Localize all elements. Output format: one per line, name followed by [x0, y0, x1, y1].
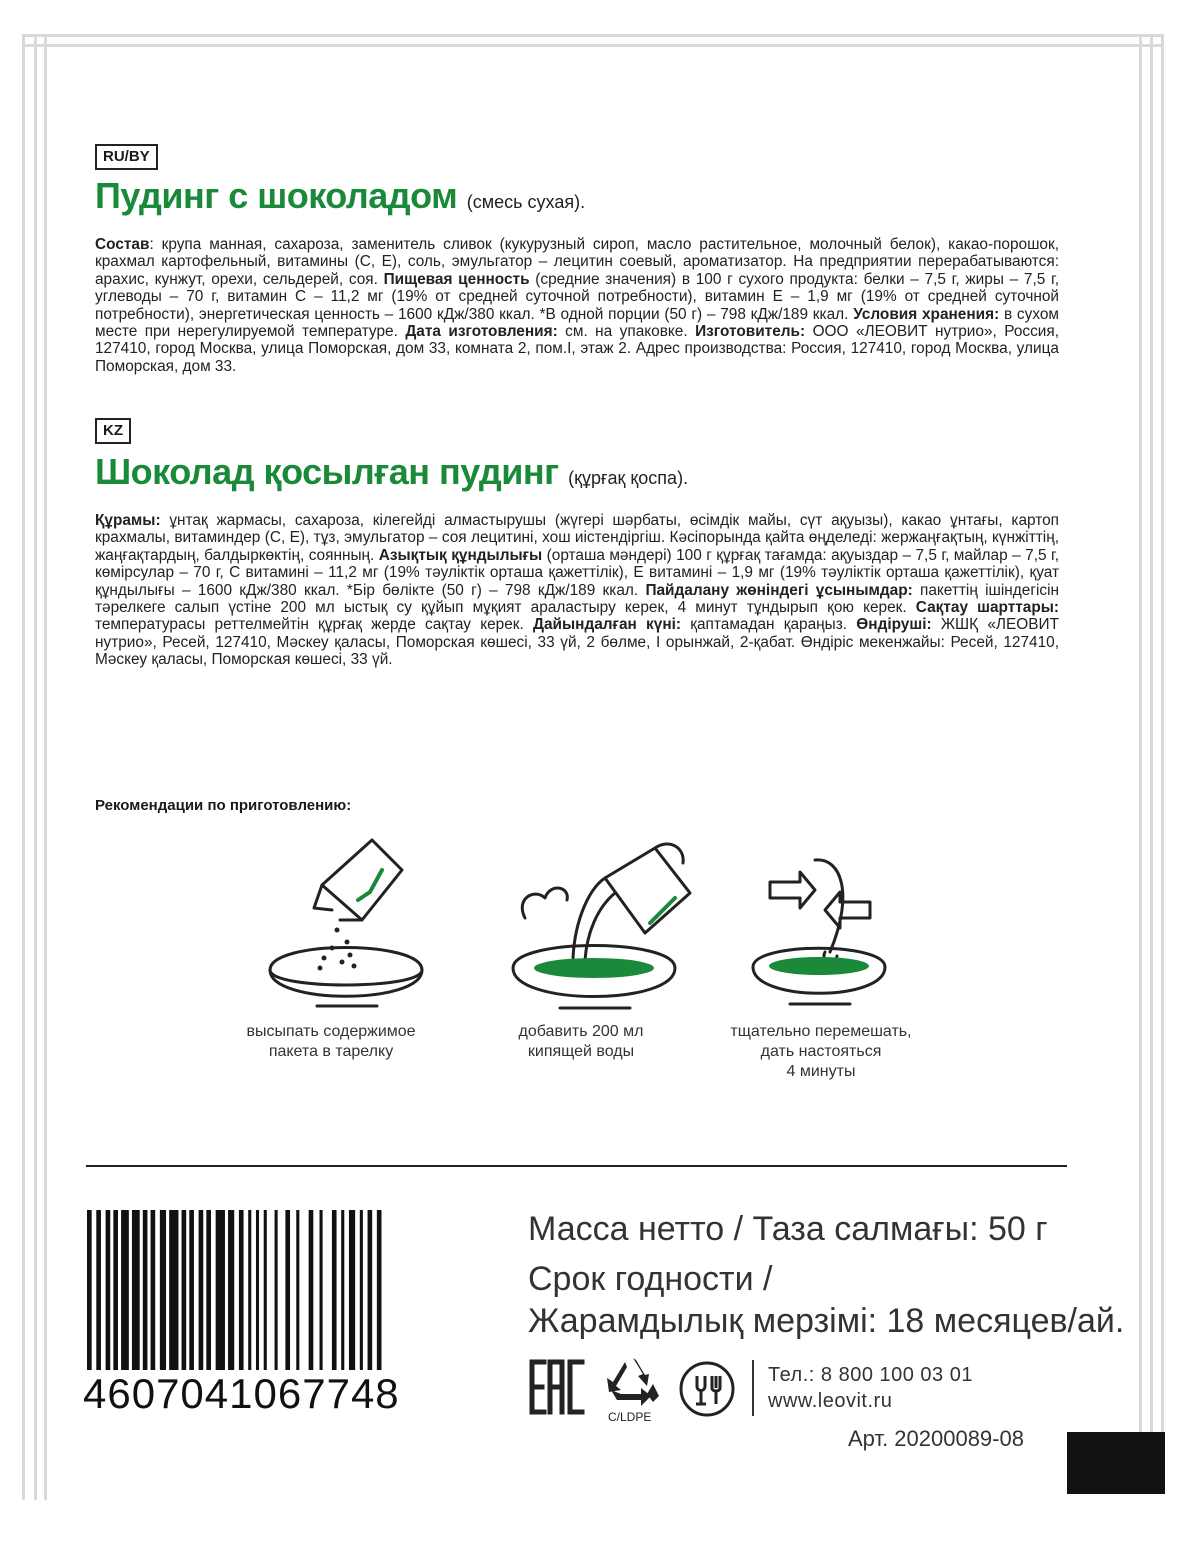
contact-divider	[752, 1360, 754, 1416]
composition-text: (средние значения) в 100 г сухого продукта: белки – 7,5 г, жиры – 7,5 г, углеводы – 70 г, витамин С – 11,2 мг (19% от средней суточной потребности), витамин Е – 1,9 мг (19% от средней суточной потребности), энергетическая ценность – 1600 кДж/380 ккал. *В одной порции (50 г) – 798 кДж/189 ккал.	[95, 270, 1059, 323]
barcode-bar	[320, 1210, 323, 1370]
barcode-bar	[368, 1210, 373, 1370]
composition-text: қаптамадан қараңыз.	[681, 616, 857, 634]
composition-text: в сухом месте при нерегулируемой температуре.	[95, 305, 1059, 341]
composition-text: : крупа манная, сахароза, заменитель сливок (кукурузный сироп, масло растительное, молочный белок), какао-порошок, крахмал картофельный, витамины (С, Е), соль, эмульгатор – лецитин соевый, ароматизатор. На предприятии перерабатываются: арахис, кунжут, орехи, сельдерей, соя.	[95, 236, 1059, 288]
barcode-bar	[228, 1210, 234, 1370]
subtitle-kz: (құрғақ қоспа).	[568, 468, 689, 488]
step-1-caption-line-1: высыпать содержимое	[246, 1023, 416, 1040]
title-text-kz: Шоколад қосылған пудинг	[95, 451, 559, 492]
barcode-bar	[160, 1210, 166, 1370]
subtitle-ru: (смесь сухая).	[466, 192, 586, 212]
step-2-caption	[466, 1022, 696, 1062]
barcode-bar	[309, 1210, 314, 1370]
shelf-life-line-2: Жарамдылық мерзімі: 18 месяцев/ай.	[528, 1302, 1125, 1340]
barcode-bar	[182, 1210, 187, 1370]
frame-right	[1161, 34, 1164, 1434]
barcode-bar	[285, 1210, 290, 1370]
frame-right-2	[1150, 34, 1153, 1434]
barcode-bar	[377, 1210, 382, 1370]
composition-text: см. на упаковке.	[557, 323, 696, 341]
barcode-bar	[106, 1210, 111, 1370]
composition-ru	[95, 236, 1059, 375]
barcode	[83, 1210, 483, 1370]
barcode-bar	[113, 1210, 118, 1370]
recycle-label: C/LDPE	[608, 1410, 652, 1424]
stir-bowl-icon	[745, 852, 895, 1012]
composition-kz	[95, 512, 1059, 669]
barcode-bar	[151, 1210, 156, 1370]
barcode-bar	[296, 1210, 299, 1370]
product-title-ru	[95, 176, 585, 222]
frame-top	[22, 34, 1164, 37]
step-2-caption-line-1: добавить 200 мл	[518, 1023, 644, 1040]
step-3-caption-line-1: тщательно перемешать,	[730, 1023, 912, 1040]
frame-left	[22, 34, 25, 1500]
composition-text: температурасы реттелмейтін құрғақ жерде сақтау керек.	[95, 616, 534, 634]
pour-water-into-bowl-icon	[505, 838, 695, 1013]
barcode-bar	[132, 1210, 140, 1370]
barcode-bar	[87, 1210, 92, 1370]
frame-left-2	[34, 34, 37, 1500]
title-text-ru: Пудинг с шоколадом	[95, 175, 458, 216]
composition-heading: Өндіруші:	[856, 616, 932, 634]
barcode-bar	[206, 1210, 211, 1370]
frame-left-3	[44, 34, 47, 1500]
lang-tag-ru: RU/BY	[95, 144, 158, 170]
composition-heading: Состав	[95, 236, 150, 253]
barcode-bar	[332, 1210, 337, 1370]
website-link: www.leovit.ru	[768, 1390, 893, 1412]
phone-number: Тел.: 8 800 100 03 01	[768, 1364, 973, 1386]
barcode-bar	[189, 1210, 194, 1370]
pour-packet-into-bowl-icon	[262, 830, 432, 1010]
barcode-bar	[121, 1210, 129, 1370]
recycle-icon	[603, 1356, 663, 1408]
step-3-caption-line-3: 4 минуты	[786, 1063, 856, 1080]
composition-heading: Дата изготовления:	[405, 323, 558, 341]
barcode-bar	[248, 1210, 251, 1370]
barcode-bar	[96, 1210, 101, 1370]
composition-text: ұнтақ жармасы, сахароза, кілегейді алмастырушы (жүгері шәрбаты, өсімдік майы, сүт ақуызы), какао ұнтағы, картоп крахмалы, витаминдер (С, Е), тұз, эмульгатор – соя лецитині, хош иістендіргіш. Кәсіпорында қайта өңделеді: жержаңғақтың, күнжіттің, жаңғақтардың, балдыркөктің, соянның.	[95, 512, 1059, 564]
composition-heading: Изготовитель:	[695, 323, 806, 341]
composition-text: ЖШҚ «ЛЕОВИТ нутрио», Ресей, 127410, Мәскеу қаласы, Поморская көшесі, 33 үй, 2 бөлме, I орынжай, 2-қабат. Өндіріс мекенжайы: Ресей, 127410, Мәскеу қаласы, Поморская көшесі, 33 үй.	[95, 616, 1059, 669]
composition-text: пакеттің ішіндегісін тәрелкеге салып үстіне 200 мл ыстық су құйып мұқият араластыру керек, 4 минут тұндырып қою керек.	[95, 581, 1059, 617]
barcode-bar	[275, 1210, 278, 1370]
barcode-number: 4607041067748	[83, 1370, 400, 1417]
section-divider	[86, 1165, 1067, 1167]
eac-mark-icon	[528, 1358, 588, 1416]
barcode-bar	[349, 1210, 355, 1370]
step-1-caption-line-2: пакета в тарелку	[268, 1043, 394, 1060]
composition-text: ООО «ЛЕОВИТ нутрио», Россия, 127410, город Москва, улица Поморская, дом 33, комната 2, пом.I, этаж 2. Адрес производства: Россия, 127410, город Москва, улица Поморская, дом 33.	[95, 323, 1059, 375]
barcode-bar	[169, 1210, 178, 1370]
composition-heading: Пищевая ценность	[383, 270, 530, 288]
step-1-caption	[216, 1022, 446, 1062]
frame-top-2	[22, 44, 1164, 47]
article-number: Арт. 20200089-08	[848, 1426, 1024, 1451]
barcode-bar	[143, 1210, 148, 1370]
composition-heading: Құрамы:	[95, 512, 161, 529]
step-2-caption-line-2: кипящей воды	[527, 1043, 635, 1060]
composition-heading: Азықтық құндылығы	[378, 546, 543, 564]
composition-text: (орташа мәндері) 100 г құрғақ тағамда: ақуыздар – 7,5 г, майлар – 7,5 г, көмірсулар – 70 г, С витамині – 11,2 мг (19% тәуліктік орташа қажеттілік), Е витамині – 1,9 мг (19% тәуліктік орташа қажеттілік), қуат құндылығы – 1600 кДж/380 ккал. *Бір бөлікте (50 г) – 798 кДж/189 ккал.	[95, 546, 1059, 599]
barcode-bar	[360, 1210, 363, 1370]
composition-heading: Сақтау шарттары:	[915, 599, 1060, 617]
barcode-bar	[216, 1210, 225, 1370]
composition-heading: Дайындалған күні:	[533, 616, 682, 634]
food-safe-icon	[678, 1360, 736, 1418]
shelf-life-line-1: Срок годности /	[528, 1260, 773, 1298]
frame-right-3	[1139, 34, 1142, 1434]
composition-heading: Пайдалану жөніндегі ұсынымдар:	[645, 581, 913, 599]
composition-heading: Условия хранения:	[853, 305, 1000, 323]
net-mass: Масса нетто / Таза салмағы: 50 г	[528, 1210, 1048, 1248]
recommendations-title: Рекомендации по приготовлению:	[95, 797, 352, 814]
barcode-bar	[199, 1210, 204, 1370]
barcode-bar	[341, 1210, 344, 1370]
barcode-bar	[256, 1210, 259, 1370]
barcode-bar	[264, 1210, 267, 1370]
lang-tag-kz: KZ	[95, 418, 131, 444]
step-3-caption	[706, 1022, 936, 1082]
step-3-caption-line-2: дать настояться	[760, 1043, 882, 1060]
print-mark	[1067, 1432, 1165, 1494]
product-title-kz	[95, 452, 688, 498]
barcode-bar	[239, 1210, 244, 1370]
